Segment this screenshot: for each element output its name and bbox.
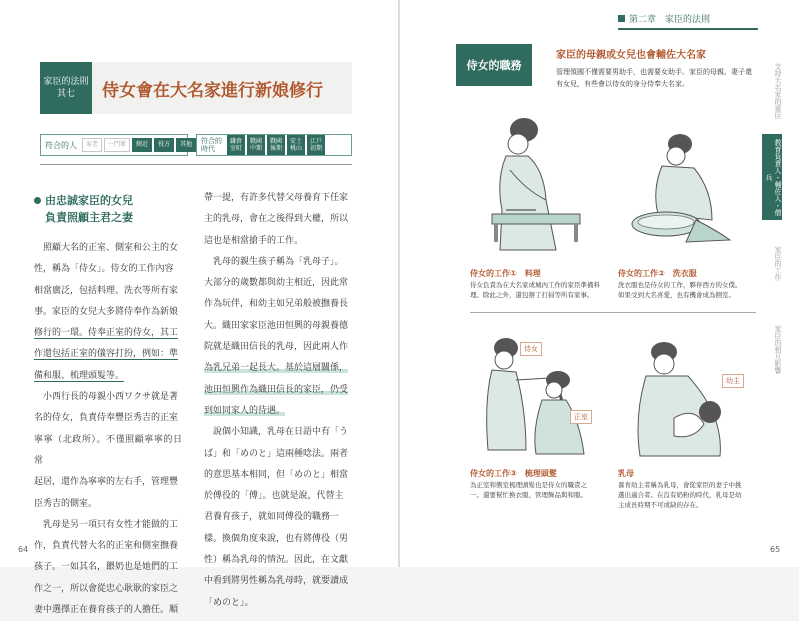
chapter-marker-icon [618,15,625,22]
filter-era-label-1: 符合的 [201,137,222,145]
chip-era-edo-1: 江戶 [310,138,323,145]
role-desc-line: 有女兒，有些會以侍女的身分侍奉大名家。 [556,80,689,88]
chip-era-kamakura [227,135,245,155]
role-desc-line: 管理領國不僅需要男助手，也需要女助手。家臣的母親、妻子還 [556,68,752,76]
body-line: 這也是相當搶手的工作。 [204,235,304,246]
body-column-1 [34,238,182,621]
role-heading: 家臣的母親或女兒也會輔佐大名家 [556,50,706,61]
tab-chief-retainers[interactable]: 支持大名家的重臣 [774,63,782,119]
rule-tag-line-2: 其七 [56,89,75,99]
subheading-text-1: 由忠誠家臣的女兒 [45,194,133,207]
chip-karo: 家老 [82,138,102,152]
body-line: 中看到將男性稱為乳母時，就要讀成 [204,576,349,587]
chip-era-kamakura-2: 室町 [230,145,243,152]
chip-era-sengoku-late [267,135,285,155]
body-column-2 [204,188,354,614]
body-line: 樣。換個角度來說，也有將傅役（男 [204,533,349,544]
callout-wife: 正室 [570,410,592,424]
body-line: 作為玩伴，和幼主如兄弟般被撫養長 [204,299,349,310]
body-line: 寧寧（北政所）。不僅照顧寧寧的日常 [34,434,182,466]
body-line: 於傅役的「傅」。也就是說，代替主 [204,491,344,502]
chip-era-sengoku-mid-1: 戰國 [250,138,263,145]
body-line: 相當廣泛，包括料理、洗衣等所有家 [34,285,179,296]
filter-era-label [201,137,222,153]
body-line [34,323,182,344]
panel-desc-line: 洗衣服也是侍女的工作，夥伴西方的女僕。 [618,281,742,289]
body-line: 性）稱為乳母的情況。因此，在文獻 [204,555,349,566]
chip-era-edo-2: 初期 [310,145,323,152]
panel-title: 侍女的工作① 料理 [470,269,541,278]
body-line: 的意思基本相同，但「めのと」相當 [204,469,349,480]
section-title-block [40,62,352,114]
body-line [34,344,182,365]
wet-nurse-illustration [624,336,744,461]
chip-ichimon: 一門眾 [104,138,130,152]
cooking-illustration [466,110,586,260]
page-number-left: 64 [18,545,29,554]
panel-washing [618,268,758,300]
filter-era [196,134,352,156]
chip-era-sengoku-mid [247,135,265,155]
body-line [34,366,182,387]
body-line: 性，稱為「侍女」。侍女的工作內容 [34,264,174,275]
chip-era-sengoku-mid-2: 中期 [250,145,263,152]
chip-era-azuchi [287,135,305,155]
bullet-icon [34,197,41,204]
body-line: 主的乳母，會在之後得到大權，所以 [204,214,349,225]
body-line: 小西行長的母親小西ワクサ就是著 [43,392,179,403]
panel-hair-combing [470,468,610,500]
body-line: 作之一，所以會從忠心耿耿的家臣之 [34,583,179,594]
panel-title: 侍女的工作② 洗衣服 [618,269,697,278]
body-line: 說個小知識，乳母在日語中有「う [213,427,349,438]
chip-era-sengoku-late-2: 後期 [270,145,283,152]
panel-desc-line: 主成長時期不可或缺的存在。 [618,501,703,509]
panel-desc-line: 為正室和側室梳理頭髮也是侍女的職責之 [470,481,587,489]
tab-retainer-work[interactable]: 家臣的工作 [774,245,782,281]
filter-era-label-2: 時代 [201,145,215,153]
callout-young-lord: 幼主 [722,374,744,388]
body-line: 臣秀吉的側室。 [34,498,98,509]
body-line: 乳母的親生孩子稱為「乳母子」。 [213,256,344,267]
panel-cooking [470,268,610,300]
washing-illustration [626,130,736,250]
highlighted-text: 為乳兄弟一起長大。基於這層關係， [204,363,349,374]
panel-desc-line: 一。還要幫忙換衣服、管理飾品與和服。 [470,491,587,499]
panel-title: 乳母 [618,469,634,478]
body-line [204,401,354,422]
divider [470,312,756,313]
chip-era-azuchi-1: 安土 [290,138,303,145]
panel-desc-line: 理。除此之外，還包辦了打掃等所有家事。 [470,291,594,299]
chip-sokkin: 側近 [132,138,152,152]
body-line: 作，負責代替大名的正室和側室撫養 [34,541,179,552]
body-line: 「めのと」。 [204,597,254,608]
underlined-text: 作還包括正室的儀容打扮，例如：準 [34,349,179,360]
callout-maid: 侍女 [520,342,542,356]
panel-desc-line: 選出適合者。在沒有奶粉的時代，乳母是幼 [618,491,742,499]
body-line: 大部分的歲數都與幼主相近，因此常 [204,278,349,289]
chip-other: 其他 [176,138,196,152]
chapter-title: 第二章 家臣的法則 [629,15,711,25]
page-title: 侍女會在大名家進行新娘修行 [102,81,323,101]
highlighted-text: 池田恒興作為織田信長的家臣，仍受 [204,384,349,395]
body-line: ば」和「めのと」這兩種唸法。兩者 [204,448,349,459]
body-line: 君養育孩子，就如同傅役的職務一 [204,512,340,523]
chip-yakukata: 役方 [154,138,174,152]
chip-era-kamakura-1: 鎌倉 [230,138,243,145]
page-number-right: 65 [770,545,781,554]
chapter-header [618,12,710,25]
chip-era-azuchi-2: 桃山 [290,145,303,152]
underlined-text: 修行的一環。侍奉正室的侍女，其工 [34,328,179,339]
divider [40,164,352,165]
body-line: 照顧大名的正室、側室和公主的女 [43,243,179,253]
role-description [556,66,752,90]
panel-desc-line: 養育幼主者稱為乳母，會從家臣的妻子中挑 [618,481,742,489]
tab-advisors[interactable]: 教育負責人・輔佐人・僧兵 [762,134,782,220]
side-tabs [762,48,784,392]
panel-desc-line: 侍女負責為在大名家或城內工作的家臣準備料 [470,281,600,289]
rule-tag-line-1: 家臣的法則 [43,77,89,87]
filter-people [40,134,193,156]
tab-influence[interactable]: 家臣的相互影響 [774,324,782,374]
chip-era-sengoku-late-1: 戰國 [270,138,283,145]
body-line: 名的侍女，負責侍奉豐臣秀吉的正室 [34,413,179,424]
rule-tag [40,62,92,114]
body-line: 事。家臣的女兒大多將侍奉作為新娘 [34,306,179,317]
role-box: 侍女的職務 [456,44,532,86]
body-line: 妻中選擇正在養育孩子的人擔任。順 [34,605,179,616]
panel-title: 侍女的工作③ 梳理頭髮 [470,469,557,478]
body-line: 大。織田家家臣池田恒興的母親養德 [204,320,349,331]
panel-wet-nurse [618,468,758,510]
subheading-line-2: 負責照顧主君之妻 [45,211,133,224]
chapter-rule [618,28,758,30]
body-line: 帶一提，有許多代替父母養育下任家 [204,193,349,203]
subheading [34,192,133,226]
body-line: 孩子。一如其名，餵奶也是她們的工 [34,562,179,573]
underlined-text: 備和服、梳理頭髮等。 [34,370,125,381]
chip-era-edo [307,135,325,155]
subheading-line-1 [34,192,133,209]
filter-people-label: 符合的人 [45,140,77,150]
body-line [204,380,354,401]
left-page [0,0,398,616]
body-line: 乳母是另一項只有女性才能做的工 [43,519,179,530]
highlighted-text: 到如同家人的待遇。 [204,405,286,416]
panel-desc-line: 如果受到大名喜愛，也有機會成為側室。 [618,291,735,299]
body-line [204,358,354,379]
body-line: 院就是織田信長的乳母，因此兩人作 [204,342,349,353]
body-line: 起居，還作為寧寧的左右手，管理豐 [34,477,179,488]
